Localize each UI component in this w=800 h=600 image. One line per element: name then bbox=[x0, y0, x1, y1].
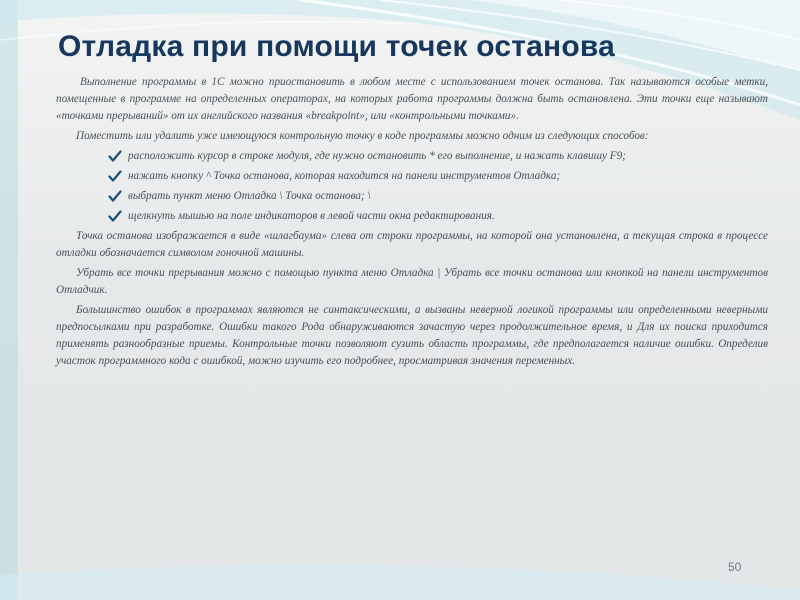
methods-intro-paragraph: Поместить или удалить уже имеющуюся контрольную точку в коде программы можно одним из следующих способов: bbox=[76, 130, 649, 142]
slide-title: Отладка при помощи точек останова bbox=[58, 30, 616, 63]
remove-breakpoints-paragraph: Убрать все точки прерывания можно с помощью пункта меню Отладка | Убрать все точки останова или кнопкой на панели инструментов Отладчик. bbox=[56, 267, 768, 296]
page-number: 50 bbox=[728, 560, 742, 574]
methods-list bbox=[56, 148, 768, 225]
method-list-item bbox=[56, 148, 768, 165]
bottom-wave bbox=[0, 565, 800, 600]
checkmark-icon bbox=[108, 189, 122, 203]
method-text: щелкнуть мышью на поле индикаторов в левой части окна редактирования. bbox=[128, 210, 495, 222]
method-text: расположить курсор в строке модуля, где нужно остановить * его выполнение, и нажать клавишу F9; bbox=[128, 150, 626, 162]
checkmark-icon bbox=[108, 169, 122, 183]
method-list-item bbox=[56, 208, 768, 225]
checkmark-icon bbox=[108, 149, 122, 163]
method-list-item bbox=[56, 168, 768, 185]
method-text: нажать кнопку ^ Точка останова, которая находится на панели инструментов Отладка; bbox=[128, 170, 561, 182]
intro-paragraph: Выполнение программы в 1С можно приостановить в любом месте с использованием точек останова. Так называются особые метки, помещенные в программе на определенных операторах, на которых работа программы должна быть остановлена. Эти точки еще называют «точками прерываний» от их английского названия «breakpoint», или «контрольными точками». bbox=[56, 76, 768, 122]
left-accent-bar bbox=[0, 0, 18, 600]
method-list-item bbox=[56, 188, 768, 205]
logic-errors-paragraph: Большинство ошибок в программах являются не синтаксическими, а вызваны неверной логикой программы или определенными неверными предпосылками при разработке. Ошибки такого Рода обнаруживаются зачастую через продолжительное время, и Для их поиска приходится применять разнообразные приемы. Контрольные точки позволяют сузить область программы, где предполагается наличие ошибки. Определив участок программного кода с ошибкой, можно изучить его подробнее, просматривая значения переменных. bbox=[56, 304, 768, 367]
checkmark-icon bbox=[108, 209, 122, 223]
slide-content bbox=[56, 74, 768, 373]
breakpoint-display-paragraph: Точка останова изображается в виде «шлагбаума» слева от строки программы, на которой она установлена, а текущая строка в процессе отладки обозначается символом гоночной машины. bbox=[56, 230, 768, 259]
method-text: выбрать пункт меню Отладка \ Точка останова; \ bbox=[128, 190, 371, 202]
